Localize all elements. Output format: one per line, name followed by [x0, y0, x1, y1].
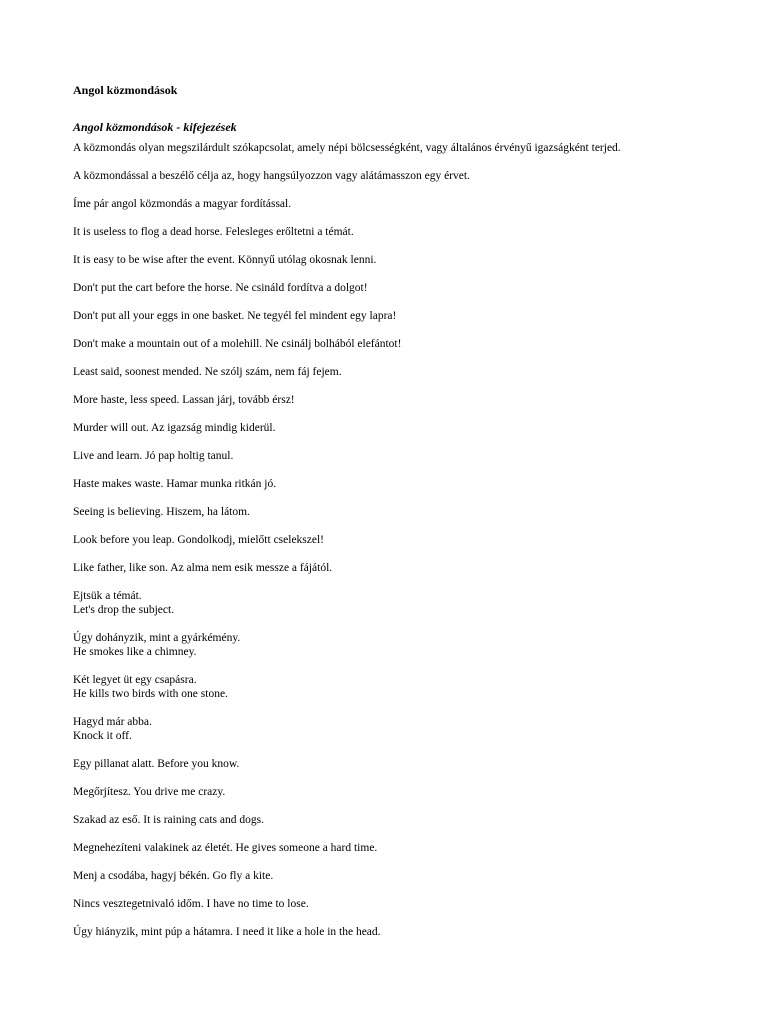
body-paragraph [73, 421, 276, 435]
body-paragraph [73, 365, 342, 379]
paragraph-line: Don't put all your eggs in one basket. Ne tegyél fel mindent egy lapra! [73, 310, 397, 322]
body-paragraph [73, 589, 174, 617]
paragraph-line: Least said, soonest mended. Ne szólj szám, nem fáj fejem. [73, 366, 342, 378]
body-paragraph [73, 477, 276, 491]
body-paragraph [73, 925, 381, 939]
paragraph-line: He smokes like a chimney. [73, 646, 197, 658]
body-paragraph [73, 841, 377, 855]
body-paragraph [73, 309, 396, 323]
paragraph-line: Knock it off. [73, 730, 132, 742]
paragraph-line: Megnehezíteni valakinek az életét. He gives someone a hard time. [73, 842, 378, 854]
paragraph-line: More haste, less speed. Lassan járj, tovább érsz! [73, 394, 295, 406]
body-paragraph [73, 757, 239, 771]
paragraph-line: Úgy hiányzik, mint púp a hátamra. I need it like a hole in the head. [73, 926, 381, 938]
body-paragraph [73, 505, 250, 519]
body-paragraph [73, 631, 240, 659]
paragraph-line: Menj a csodába, hagyj békén. Go fly a kite. [73, 870, 274, 882]
paragraph-line: A közmondással a beszélő célja az, hogy hangsúlyozzon vagy alátámasszon egy érvet. [73, 170, 470, 182]
body-paragraph [73, 561, 332, 575]
paragraph-line: Íme pár angol közmondás a magyar fordítással. [73, 198, 292, 210]
body-paragraph [73, 533, 324, 547]
body-paragraph [73, 281, 368, 295]
paragraph-line: Murder will out. Az igazság mindig kiderül. [73, 422, 276, 434]
body-paragraph [73, 869, 273, 883]
body-paragraph [73, 715, 152, 743]
paragraph-line: Seeing is believing. Hiszem, ha látom. [73, 506, 250, 518]
paragraph-line: Don't make a mountain out of a molehill. Ne csinálj bolhából elefántot! [73, 338, 402, 350]
paragraph-line: Live and learn. Jó pap holtig tanul. [73, 450, 234, 462]
body-paragraph [73, 449, 233, 463]
paragraph-line: Don't put the cart before the horse. Ne csináld fordítva a dolgot! [73, 282, 368, 294]
paragraph-line: Nincs vesztegetnivaló időm. I have no time to lose. [73, 898, 309, 910]
document-subtitle: Angol közmondások - kifejezések [73, 120, 237, 134]
paragraph-line: Megőrjítesz. You drive me crazy. [73, 786, 226, 798]
paragraph-line: Hagyd már abba. [73, 716, 152, 728]
paragraph-line: Look before you leap. Gondolkodj, mielőtt cselekszel! [73, 534, 325, 546]
body-paragraph [73, 197, 291, 211]
body-paragraph [73, 897, 309, 911]
paragraph-line: Like father, like son. Az alma nem esik messze a fájától. [73, 562, 333, 574]
body-paragraph [73, 393, 295, 407]
paragraph-line: Ejtsük a témát. [73, 590, 142, 602]
paragraph-line: He kills two birds with one stone. [73, 688, 228, 700]
paragraph-line: Egy pillanat alatt. Before you know. [73, 758, 240, 770]
paragraph-line: Let's drop the subject. [73, 604, 175, 616]
body-paragraph [73, 673, 228, 701]
body-paragraph [73, 141, 621, 155]
body-paragraph [73, 169, 470, 183]
paragraph-line: It is useless to flog a dead horse. Felesleges erőltetni a témát. [73, 226, 354, 238]
paragraph-line: It is easy to be wise after the event. Könnyű utólag okosnak lenni. [73, 254, 377, 266]
paragraph-line: Szakad az eső. It is raining cats and dogs. [73, 814, 264, 826]
document-title: Angol közmondások [73, 83, 178, 97]
paragraph-line: A közmondás olyan megszilárdult szókapcsolat, amely népi bölcsességként, vagy általános érvényű igazságként terjed. [73, 142, 621, 154]
paragraph-line: Haste makes waste. Hamar munka ritkán jó. [73, 478, 277, 490]
body-paragraph [73, 337, 401, 351]
body-paragraph [73, 225, 354, 239]
paragraph-line: Úgy dohányzik, mint a gyárkémény. [73, 632, 241, 644]
paragraph-line: Két legyet üt egy csapásra. [73, 674, 197, 686]
body-paragraph [73, 785, 225, 799]
body-paragraph [73, 813, 264, 827]
body-paragraph [73, 253, 376, 267]
